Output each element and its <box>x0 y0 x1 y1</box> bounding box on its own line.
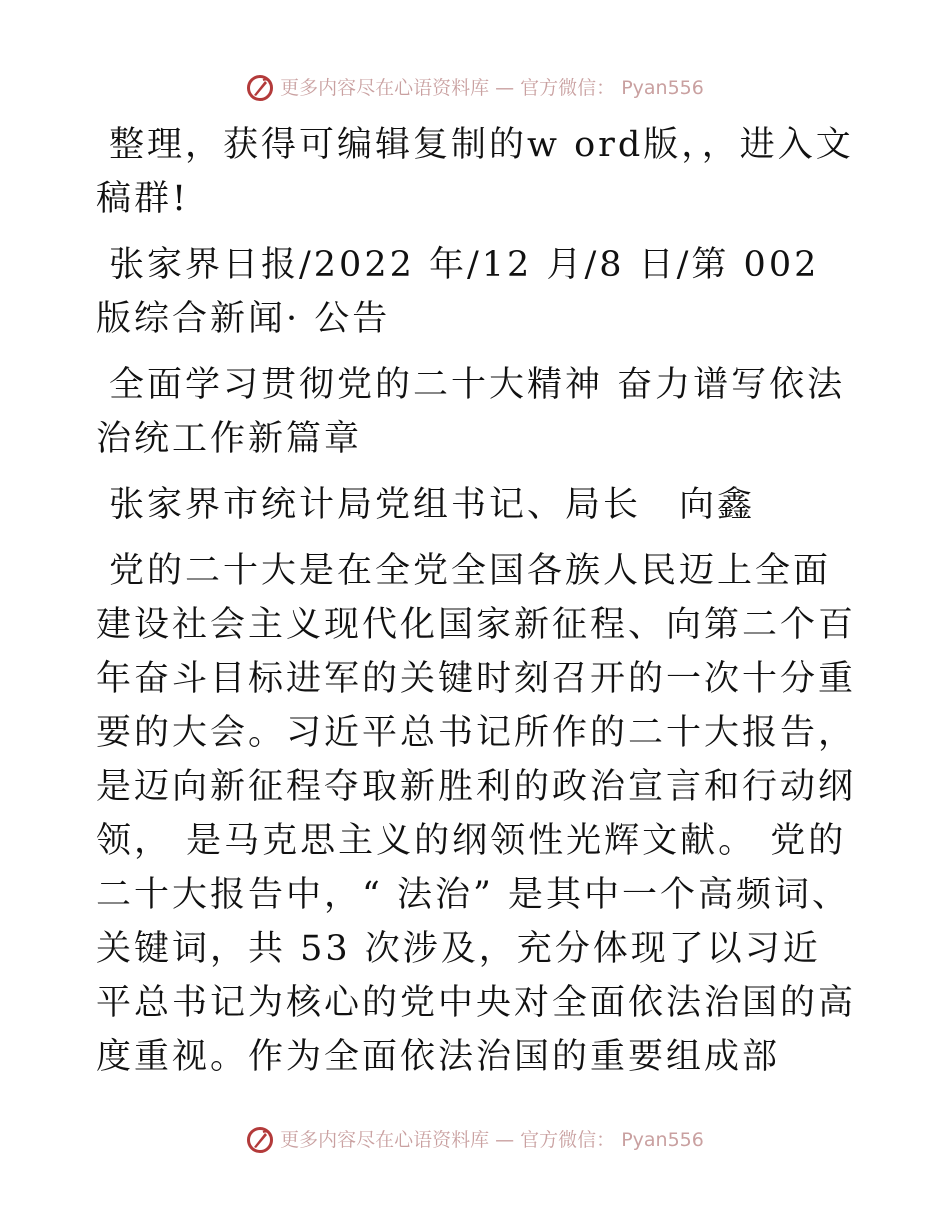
watermark-official-label: 官方微信： <box>520 77 616 99</box>
document-body <box>96 118 856 1084</box>
watermark-dash: — <box>495 1129 515 1151</box>
watermark-text: 更多内容尽在心语资料库 <box>280 77 490 99</box>
header-watermark <box>0 74 950 102</box>
article-title: 全面学习贯彻党的二十大精神 奋力谱写依法治统工作新篇章 <box>96 365 846 459</box>
source-line: 张家界日报/2022 年/12 月/8 日/第 002 版综合新闻· 公告 <box>96 245 820 339</box>
intro-paragraph: 整理，获得可编辑复制的w ord版，，进入文稿群! <box>96 125 854 219</box>
watermark-text: 更多内容尽在心语资料库 <box>280 1129 490 1151</box>
author-line: 张家界市统计局党组书记、局长 向鑫 <box>109 485 756 525</box>
quill-logo-icon <box>246 1126 274 1154</box>
watermark-official-label: 官方微信： <box>520 1129 616 1151</box>
watermark-wechat-id: Pyan556 <box>621 77 704 99</box>
watermark-wechat-id: Pyan556 <box>621 1129 704 1151</box>
body-paragraph: 党的二十大是在全党全国各族人民迈上全面建设社会主义现代化国家新征程、向第二个百年奋斗目标进军的关键时刻召开的一次十分重要的大会。习近平总书记所作的二十大报告，是迈向新征程夺取新胜利的政治宣言和行动纲领， 是马克思主义的纲领性光辉文献。 党的二十大报告中，“ 法治” 是其中一个高频词、关键词，共 53 次涉及，充分体现了以习近平总书记为核心的党中央对全面依法治国的高度重视。作为全面依法治国的重要组成部 <box>96 551 857 1077</box>
watermark-dash: — <box>495 77 515 99</box>
quill-logo-icon <box>246 74 274 102</box>
footer-watermark <box>0 1126 950 1154</box>
